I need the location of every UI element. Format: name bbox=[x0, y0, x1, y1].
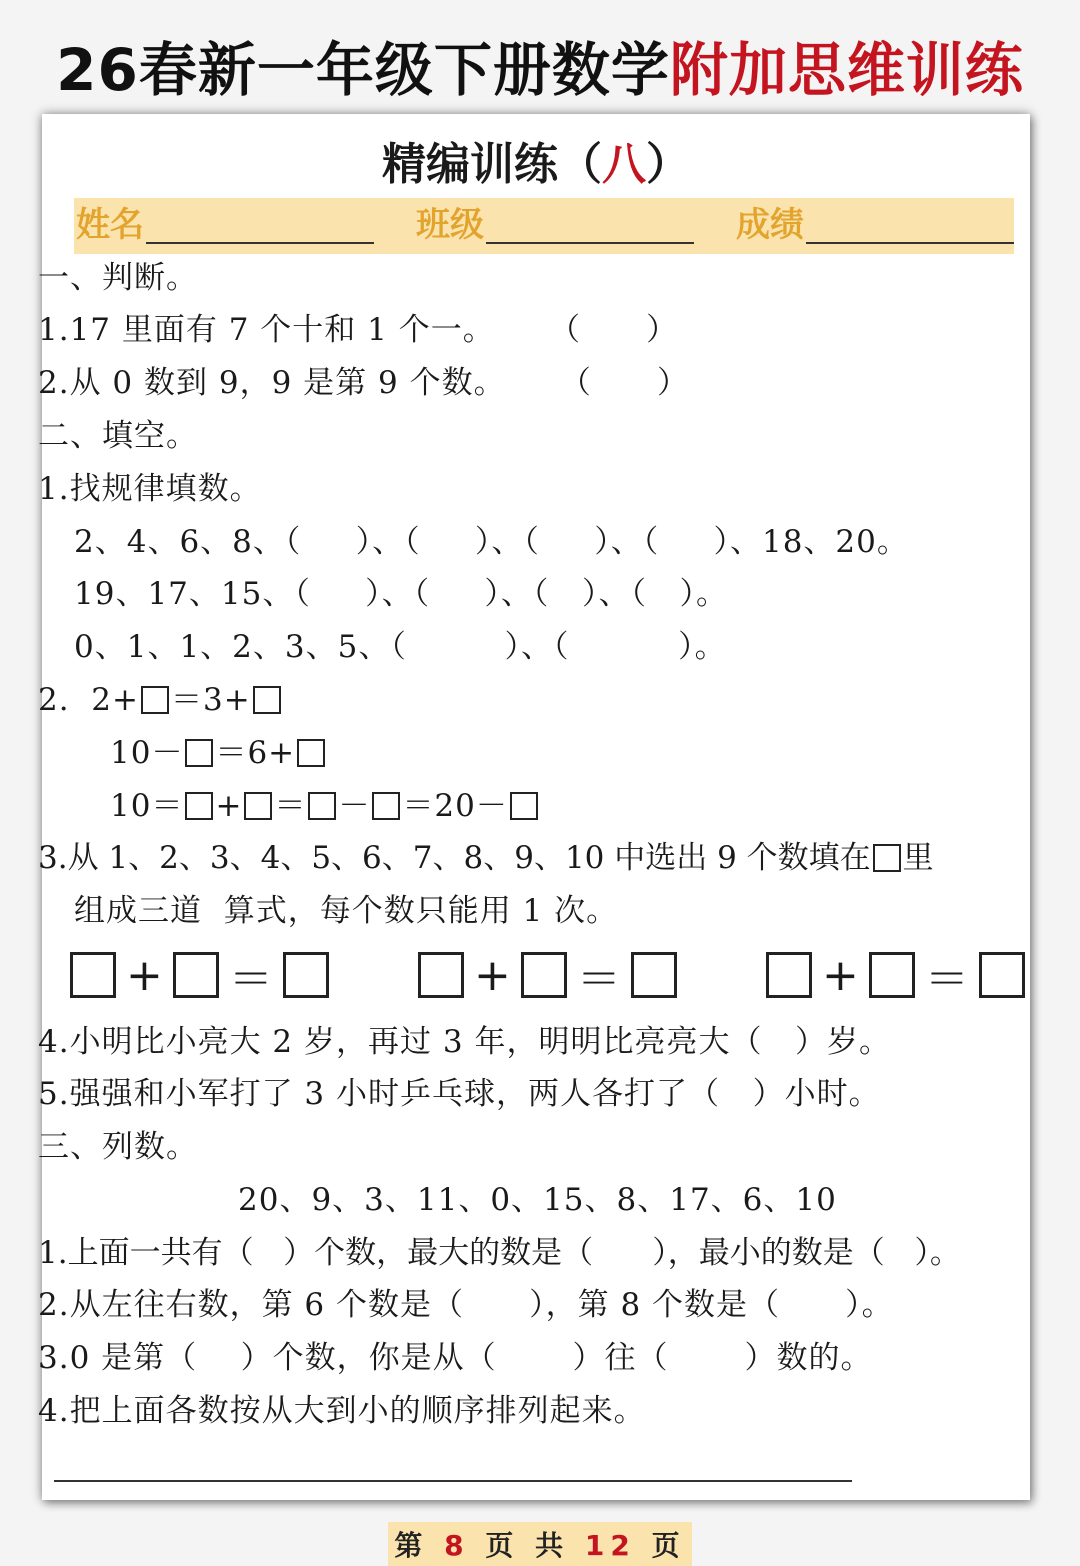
answer-box[interactable] bbox=[70, 952, 116, 998]
name-field[interactable] bbox=[146, 242, 374, 244]
answer-box[interactable] bbox=[631, 952, 677, 998]
name-label: 姓名 bbox=[76, 205, 144, 245]
answer-box[interactable] bbox=[510, 792, 538, 820]
answer-box[interactable] bbox=[283, 952, 329, 998]
list-question-1: 1.上面一共有（ ）个数，最大的数是（ ），最小的数是（ ）。 bbox=[38, 1235, 961, 1271]
equation-frame-1: + ＝ bbox=[66, 950, 333, 1000]
answer-box[interactable] bbox=[253, 686, 281, 714]
answer-box[interactable] bbox=[173, 952, 219, 998]
equation-frame-2: + ＝ bbox=[414, 950, 681, 1000]
equation-2: 10－ ＝6+ bbox=[110, 733, 327, 773]
answer-box[interactable] bbox=[185, 792, 213, 820]
banner-title-main: 26春新一年级下册数学 bbox=[56, 36, 670, 104]
equation-3: 10＝ + ＝ － ＝20－ bbox=[110, 786, 540, 826]
answer-box[interactable] bbox=[308, 792, 336, 820]
sequence-2: 19、17、15、（ ）、（ ）、（ ）、（ ）。 bbox=[74, 576, 729, 612]
list-question-2: 2.从左往右数，第 6 个数是（ ），第 8 个数是（ ）。 bbox=[38, 1287, 894, 1323]
class-field[interactable] bbox=[486, 242, 694, 244]
answer-box[interactable] bbox=[521, 952, 567, 998]
worksheet-number: 八 bbox=[602, 139, 646, 190]
section-heading-judge: 一、判断。 bbox=[38, 260, 198, 296]
judge-question-2: 2.从 0 数到 9，9 是第 9 个数。 （ ） bbox=[38, 365, 689, 401]
fill-question-2-label: 2. bbox=[38, 682, 70, 718]
fill-question-4: 4.小明比小亮大 2 岁，再过 3 年，明明比亮亮大（ ）岁。 bbox=[38, 1024, 891, 1060]
score-field[interactable] bbox=[806, 242, 1014, 244]
answer-box[interactable] bbox=[869, 952, 915, 998]
number-list: 20、9、3、11、0、15、8、17、6、10 bbox=[238, 1182, 837, 1218]
worksheet-title-suffix: ） bbox=[646, 139, 690, 190]
answer-box[interactable] bbox=[141, 686, 169, 714]
answer-box[interactable] bbox=[418, 952, 464, 998]
fill-question-1: 1.找规律填数。 bbox=[38, 471, 262, 507]
fill-question-5: 5.强强和小军打了 3 小时乒乓球，两人各打了（ ）小时。 bbox=[38, 1076, 881, 1112]
fill-question-3-cont: 组成三道 算式，每个数只能用 1 次。 bbox=[74, 893, 619, 929]
banner-title bbox=[0, 30, 1080, 110]
fill-question-2: 2. 2+ ＝3+ bbox=[38, 680, 283, 720]
answer-box bbox=[873, 844, 901, 872]
list-question-3: 3.0 是第（ ）个数，你是从（ ）往（ ）数的。 bbox=[38, 1340, 873, 1376]
worksheet-title-prefix: 精编训练（ bbox=[382, 139, 602, 190]
section-heading-fill: 二、填空。 bbox=[38, 418, 198, 454]
answer-box[interactable] bbox=[185, 739, 213, 767]
sequence-3: 0、1、1、2、3、5、（ ）、（ ）。 bbox=[74, 629, 727, 665]
answer-box[interactable] bbox=[244, 792, 272, 820]
sequence-1: 2、4、6、8、（ ）、（ ）、（ ）、（ ）、18、20。 bbox=[74, 524, 909, 560]
page-footer bbox=[0, 1522, 1080, 1566]
worksheet-title bbox=[42, 138, 1030, 192]
answer-box[interactable] bbox=[979, 952, 1025, 998]
class-label: 班级 bbox=[416, 205, 484, 245]
current-page-number: 8 bbox=[444, 1529, 470, 1562]
answer-box[interactable] bbox=[766, 952, 812, 998]
score-label: 成绩 bbox=[736, 205, 804, 245]
section-heading-list: 三、列数。 bbox=[38, 1129, 198, 1165]
equation-frame-3: + ＝ bbox=[762, 950, 1029, 1000]
judge-question-1: 1.17 里面有 7 个十和 1 个一。 （ ） bbox=[38, 312, 679, 348]
total-page-number: 12 bbox=[584, 1529, 636, 1562]
answer-line[interactable] bbox=[54, 1480, 852, 1482]
list-question-4: 4.把上面各数按从大到小的顺序排列起来。 bbox=[38, 1393, 646, 1429]
answer-box[interactable] bbox=[372, 792, 400, 820]
page-indicator: 第 8 页 共 12 页 bbox=[388, 1522, 691, 1566]
banner-title-highlight: 附加思维训练 bbox=[669, 36, 1024, 104]
student-info-bar bbox=[74, 198, 1014, 254]
fill-question-3: 3.从 1、2、3、4、5、6、7、8、9、10 中选出 9 个数填在 里 bbox=[38, 840, 934, 876]
answer-box[interactable] bbox=[297, 739, 325, 767]
worksheet-page bbox=[38, 114, 1030, 1500]
